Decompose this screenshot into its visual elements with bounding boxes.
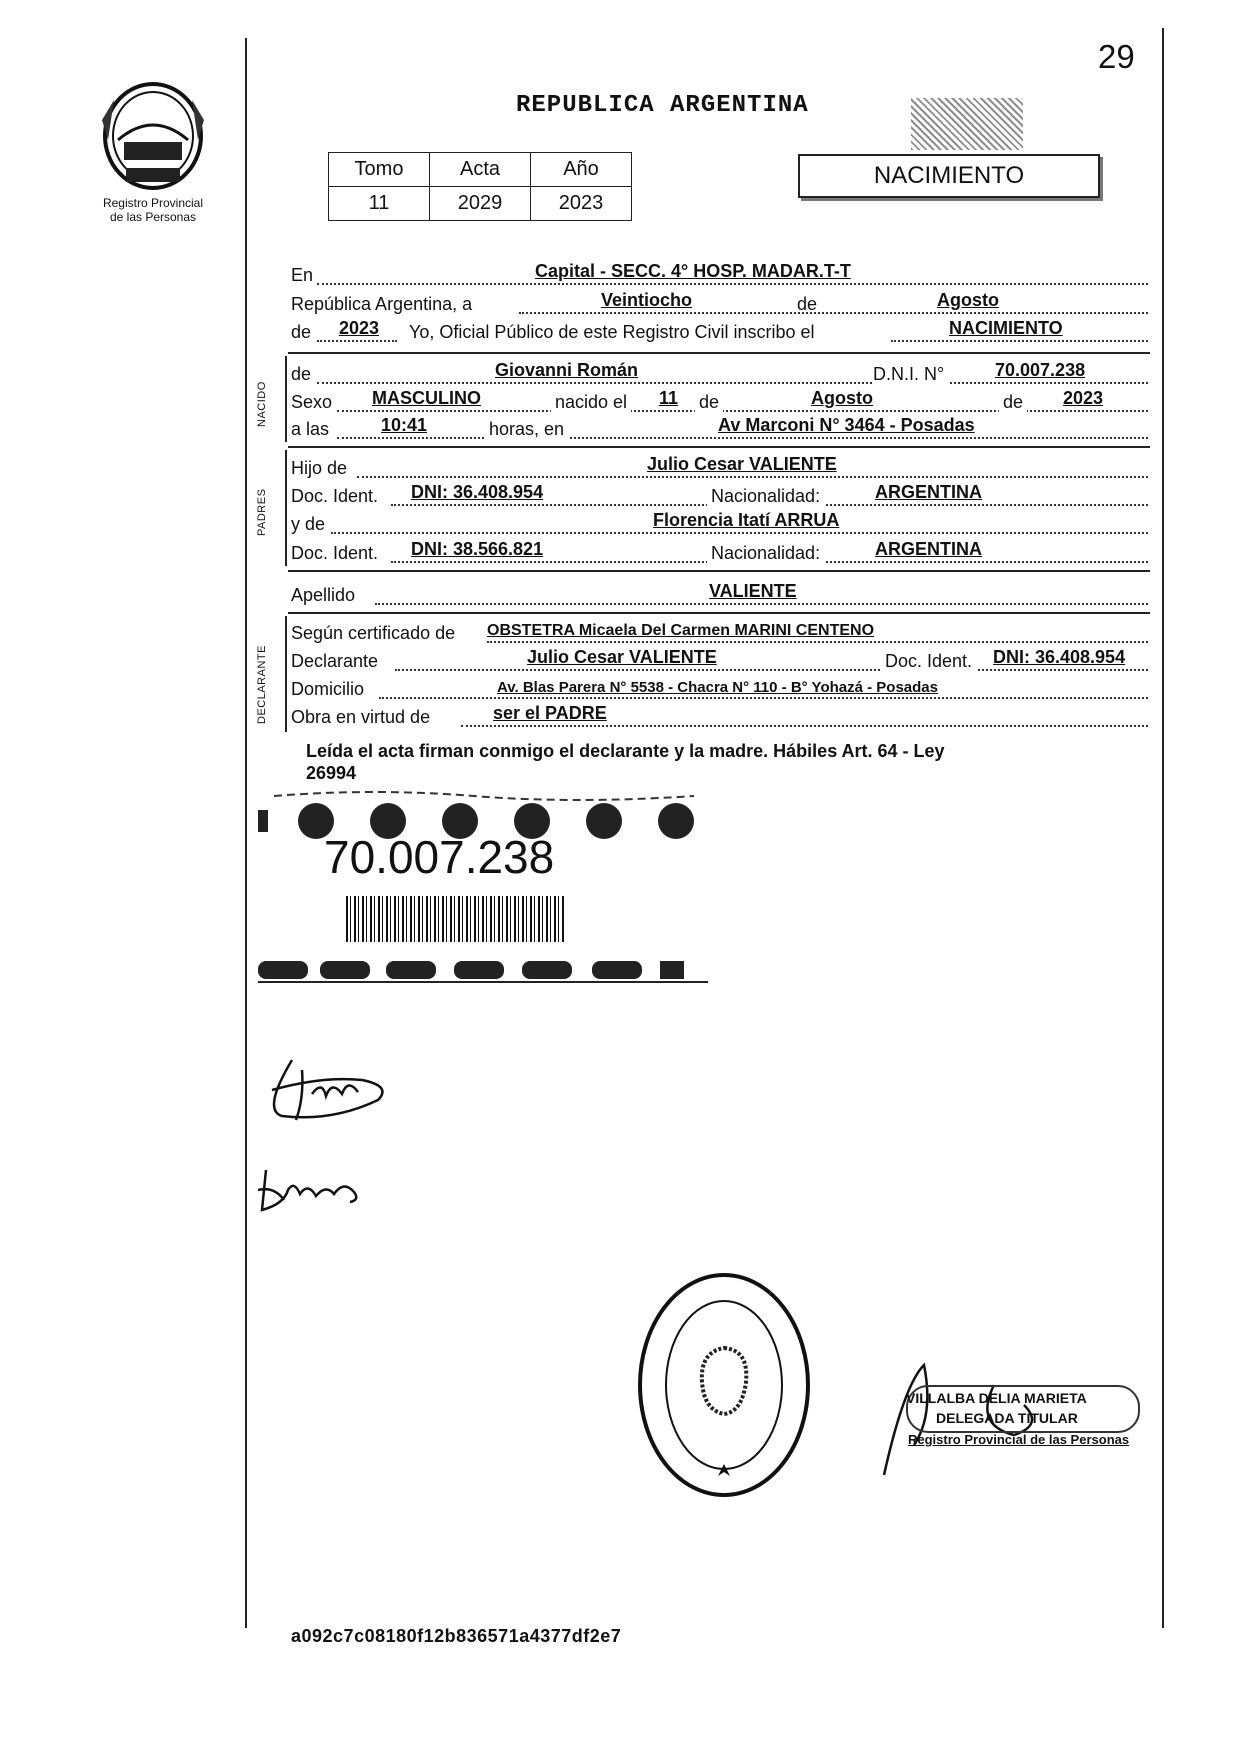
nacido-side-line bbox=[285, 356, 287, 442]
record-type-box: NACIMIENTO bbox=[798, 154, 1100, 198]
row-declarante bbox=[291, 648, 1148, 674]
official-role: DELEGADA TITULAR bbox=[936, 1410, 1078, 1426]
nacionalidad-label: Nacionalidad: bbox=[707, 486, 824, 507]
act-value: NACIMIENTO bbox=[949, 318, 1063, 338]
en-label: En bbox=[291, 265, 314, 285]
de-label-5: de bbox=[999, 392, 1027, 413]
birth-month-value: Agosto bbox=[811, 388, 873, 408]
a-las-label: a las bbox=[291, 419, 330, 439]
official-name: VILLALBA DELIA MARIETA bbox=[906, 1390, 1087, 1406]
declarante-doc-value: DNI: 36.408.954 bbox=[993, 647, 1126, 667]
day-text-value: Veintiocho bbox=[601, 290, 693, 310]
closing-line2: 26994 bbox=[306, 763, 357, 783]
declarante-side-line bbox=[285, 616, 287, 732]
row-apellido bbox=[291, 582, 1148, 608]
de-label-4: de bbox=[695, 392, 723, 413]
statement-text: Yo, Oficial Público de este Registro Civil inscribo el bbox=[409, 322, 815, 342]
provincial-seal-icon bbox=[94, 80, 212, 192]
sexo-label: Sexo bbox=[291, 392, 333, 412]
child-name-value: Giovanni Román bbox=[495, 360, 639, 380]
birth-year-value: 2023 bbox=[1063, 388, 1104, 408]
declarante-name-label: Declarante bbox=[291, 651, 379, 671]
child-dni-value: 70.007.238 bbox=[995, 360, 1086, 380]
row-fecha bbox=[291, 291, 1148, 317]
row-inscribo bbox=[291, 319, 1148, 345]
row-hijo-de bbox=[291, 455, 1148, 481]
mother-doc-value: DNI: 38.566.821 bbox=[411, 539, 544, 559]
left-margin-line bbox=[245, 38, 247, 1628]
place-value: Capital - SECC. 4° HOSP. MADAR.T-T bbox=[535, 261, 851, 281]
mother-name-value: Florencia Itatí ARRUA bbox=[653, 510, 840, 530]
nacido-label: NACIDO bbox=[256, 381, 268, 427]
father-doc-value: DNI: 36.408.954 bbox=[411, 482, 544, 502]
ref-header-tomo: Tomo bbox=[329, 153, 430, 187]
row-nombre bbox=[291, 361, 1148, 387]
declarante-label: DECLARANTE bbox=[256, 645, 268, 724]
ref-header-acta: Acta bbox=[430, 153, 531, 187]
rule-nacido-top bbox=[288, 352, 1150, 354]
domicilio-label: Domicilio bbox=[291, 679, 365, 699]
de-label-2: de bbox=[291, 322, 312, 342]
row-sexo bbox=[291, 389, 1148, 415]
row-father-doc bbox=[291, 483, 1148, 509]
hijo-de-label: Hijo de bbox=[291, 458, 348, 478]
official-office: Registro Provincial de las Personas bbox=[908, 1432, 1130, 1447]
rule-apellido-top bbox=[288, 570, 1150, 572]
de-label: de bbox=[797, 294, 818, 314]
doc-ident-label-2: Doc. Ident. bbox=[291, 543, 379, 563]
obra-label: Obra en virtud de bbox=[291, 707, 431, 727]
document-hash: a092c7c08180f12b836571a4377df2e7 bbox=[291, 1626, 622, 1646]
doc-ident-label: Doc. Ident. bbox=[291, 486, 379, 506]
republic-label: República Argentina, a bbox=[291, 294, 473, 314]
sexo-value: MASCULINO bbox=[372, 388, 481, 408]
year-value: 2023 bbox=[339, 318, 380, 338]
right-margin-line bbox=[1162, 28, 1164, 1628]
doc-ident-label-3: Doc. Ident. bbox=[881, 651, 976, 672]
declarante-name-value: Julio Cesar VALIENTE bbox=[527, 647, 717, 667]
father-name-value: Julio Cesar VALIENTE bbox=[647, 454, 837, 474]
row-domicilio bbox=[291, 676, 1148, 702]
row-obra bbox=[291, 704, 1148, 730]
nacido-el-label: nacido el bbox=[551, 392, 631, 413]
horas-label: horas, en bbox=[485, 419, 568, 440]
closing-line1: Leída el acta firman conmigo el declarante y la madre. Hábiles Art. 64 - Ley bbox=[306, 741, 945, 761]
mother-signature bbox=[254, 1160, 384, 1220]
apellido-value: VALIENTE bbox=[709, 581, 797, 601]
domicilio-value: Av. Blas Parera N° 5538 - Chacra N° 110 - B° Yohazá - Posadas bbox=[497, 679, 938, 696]
ref-value-anio: 2023 bbox=[531, 187, 632, 221]
ref-value-tomo: 11 bbox=[329, 187, 430, 221]
y-de-label: y de bbox=[291, 514, 326, 534]
reference-table bbox=[328, 152, 632, 221]
dni-big-number: 70.007.238 bbox=[324, 831, 555, 883]
country-title: REPUBLICA ARGENTINA bbox=[516, 92, 809, 119]
ref-value-acta: 2029 bbox=[430, 187, 531, 221]
rule-padres-top bbox=[288, 446, 1150, 448]
certificado-value: OBSTETRA Micaela Del Carmen MARINI CENTENO bbox=[487, 622, 875, 639]
de-label-3: de bbox=[291, 364, 312, 384]
security-band-bottom bbox=[258, 955, 708, 985]
padres-label: PADRES bbox=[256, 488, 268, 536]
row-en bbox=[291, 262, 1148, 288]
closing-text bbox=[306, 740, 1126, 784]
birth-place-value: Av Marconi N° 3464 - Posadas bbox=[718, 415, 975, 435]
declarant-signature bbox=[252, 1050, 402, 1130]
padres-side-line bbox=[285, 450, 287, 566]
official-stamp bbox=[634, 1270, 814, 1500]
security-pattern bbox=[911, 98, 1023, 150]
birth-day-value: 11 bbox=[659, 388, 679, 408]
dni-label: D.N.I. N° bbox=[873, 364, 948, 385]
rule-declarante-top bbox=[288, 612, 1150, 614]
row-y-de bbox=[291, 511, 1148, 537]
row-certificado bbox=[291, 620, 1148, 646]
logo-caption-line1: Registro Provincial bbox=[102, 196, 204, 210]
birth-time-value: 10:41 bbox=[381, 415, 428, 435]
logo-caption-line2: de las Personas bbox=[109, 210, 197, 224]
ref-header-anio: Año bbox=[531, 153, 632, 187]
certificado-label: Según certificado de bbox=[291, 623, 456, 643]
barcode bbox=[346, 896, 566, 942]
row-mother-doc bbox=[291, 540, 1148, 566]
row-hora bbox=[291, 416, 1148, 442]
father-nationality-value: ARGENTINA bbox=[875, 482, 982, 502]
mother-nationality-value: ARGENTINA bbox=[875, 539, 982, 559]
apellido-label: Apellido bbox=[291, 585, 356, 605]
obra-value: ser el PADRE bbox=[493, 703, 607, 723]
month-value: Agosto bbox=[937, 290, 999, 310]
registry-logo bbox=[88, 80, 218, 224]
nacionalidad-label-2: Nacionalidad: bbox=[707, 543, 824, 564]
page-number: 29 bbox=[1098, 38, 1135, 75]
